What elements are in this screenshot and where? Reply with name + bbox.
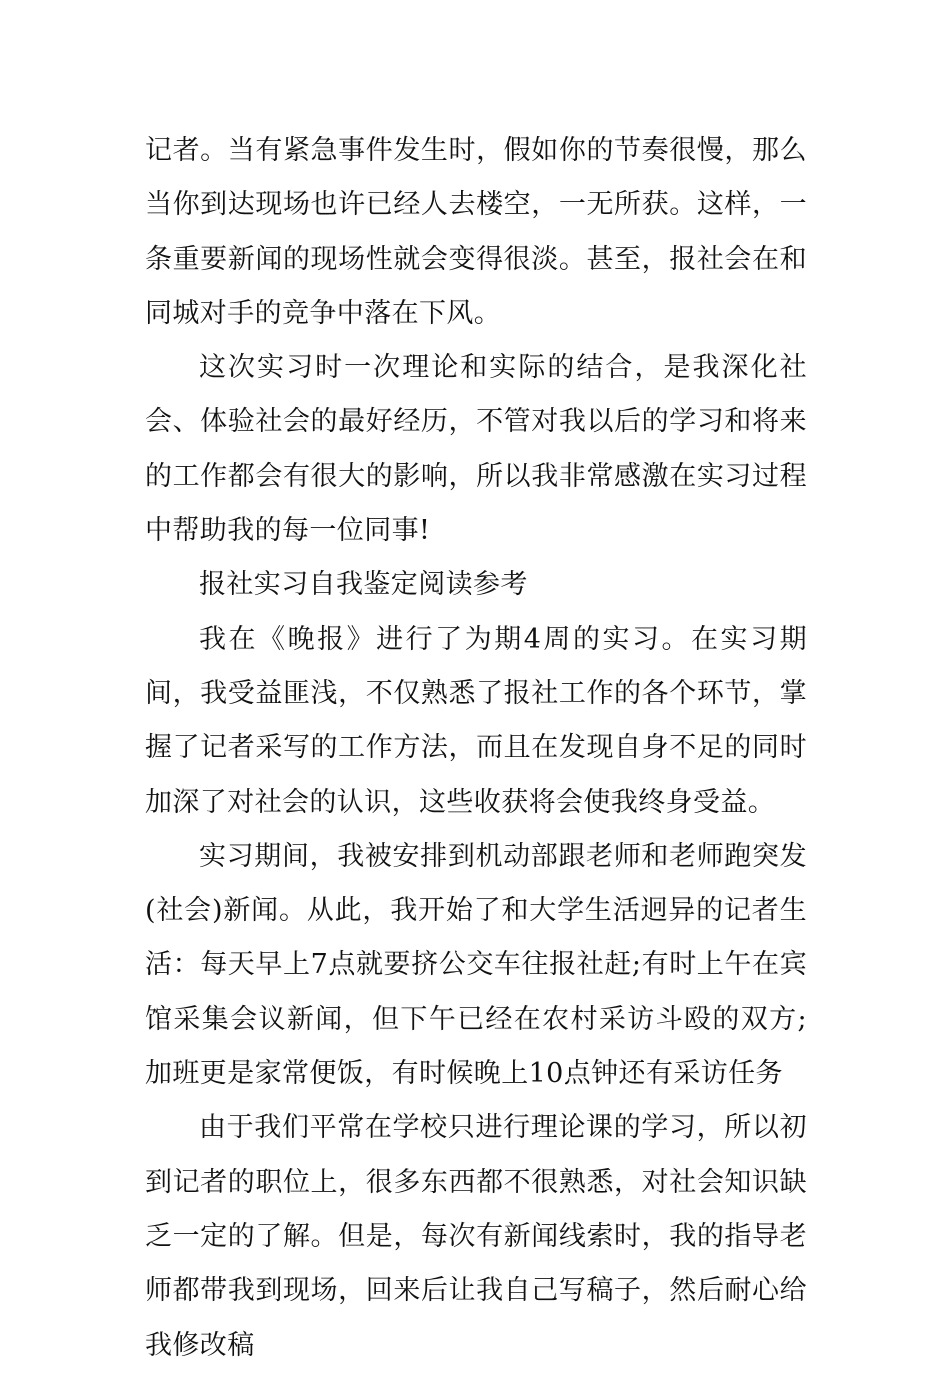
paragraph-internship-reflection: 这次实习时一次理论和实际的结合，是我深化社会、体验社会的最好经历，不管对我以后的学习和将来的工作都会有很大的影响，所以我非常感激在实习过程中帮助我的每一位同事! (145, 352, 807, 547)
document-body (145, 124, 807, 1373)
paragraph-internship-intro: 我在《晚报》进行了为期4周的实习。在实习期间，我受益匪浅，不仅熟悉了报社工作的各个环节，掌握了记者采写的工作方法，而且在发现自身不足的同时加深了对社会的认识，这些收获将会使我终身受益。 (145, 623, 807, 818)
paragraph-continuation: 记者。当有紧急事件发生时，假如你的节奏很慢，那么当你到达现场也许已经人去楼空，一无所获。这样，一条重要新闻的现场性就会变得很淡。甚至，报社会在和同城对手的竞争中落在下风。 (145, 135, 807, 329)
paragraph-internship-duties: 实习期间，我被安排到机动部跟老师和老师跑突发(社会)新闻。从此，我开始了和大学生活迥异的记者生活：每天早上7点就要挤公交车往报社赶;有时上午在宾馆采集会议新闻，但下午已经在农村采访斗殴的双方;加班更是家常便饭，有时候晚上10点钟还有采访任务 (145, 840, 807, 1090)
section-heading: 报社实习自我鉴定阅读参考 (199, 569, 528, 601)
paragraph-learning-process: 由于我们平常在学校只进行理论课的学习，所以初到记者的职位上，很多东西都不很熟悉，对社会知识缺乏一定的了解。但是，每次有新闻线索时，我的指导老师都带我到现场，回来后让我自己写稿子，然后耐心给我修改稿 (145, 1112, 807, 1361)
